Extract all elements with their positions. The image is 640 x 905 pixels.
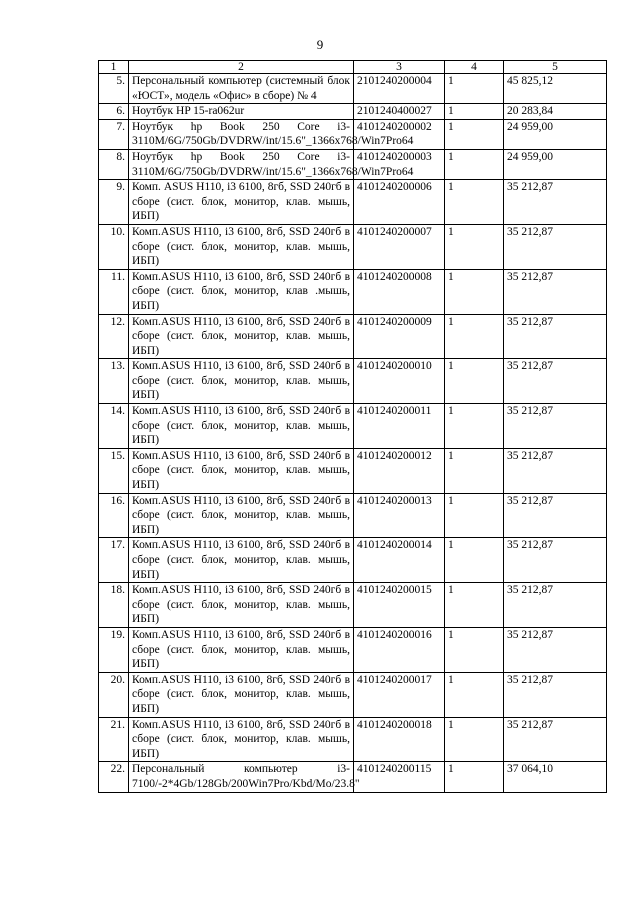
table-row (99, 404, 607, 449)
cost-cell: 35 212,87 (504, 627, 607, 672)
column-header: 4 (445, 61, 504, 74)
item-description-cell: Комп.ASUS H110, i3 6100, 8гб, SSD 240гб в сборе (сист. блок, монитор, клав. мышь, ИБП) (129, 493, 354, 538)
item-description-cell: Комп.ASUS H110, i3 6100, 8гб, SSD 240гб в сборе (сист. блок, монитор, клав. мышь, ИБП) (129, 359, 354, 404)
inventory-code-cell: 4101240200013 (354, 493, 445, 538)
row-number-cell: 5. (99, 74, 129, 104)
cost-cell: 37 064,10 (504, 762, 607, 792)
row-number-cell: 9. (99, 180, 129, 225)
cost-cell: 45 825,12 (504, 74, 607, 104)
cost-cell: 35 212,87 (504, 717, 607, 762)
table-row (99, 359, 607, 404)
row-number-cell: 16. (99, 493, 129, 538)
table-header-row (99, 61, 607, 74)
item-description-cell: Комп. ASUS H110, i3 6100, 8гб, SSD 240гб в сборе (сист. блок, монитор, клав. мышь, ИБП) (129, 180, 354, 225)
table-row (99, 762, 607, 792)
item-description-cell: Ноутбук hp Book 250 Core i3-3110M/6G/750Gb/DVDRW/int/15.6"_1366x768/Win7Pro64 (129, 149, 354, 179)
row-number-cell: 14. (99, 404, 129, 449)
cost-cell: 35 212,87 (504, 583, 607, 628)
quantity-cell: 1 (445, 762, 504, 792)
row-number-cell: 17. (99, 538, 129, 583)
cost-cell: 35 212,87 (504, 269, 607, 314)
quantity-cell: 1 (445, 104, 504, 120)
cost-cell: 20 283,84 (504, 104, 607, 120)
quantity-cell: 1 (445, 359, 504, 404)
item-description-cell: Ноутбук HP 15-ra062ur (129, 104, 354, 120)
quantity-cell: 1 (445, 493, 504, 538)
row-number-cell: 18. (99, 583, 129, 628)
inventory-code-cell: 4101240200010 (354, 359, 445, 404)
table-row (99, 448, 607, 493)
inventory-code-cell: 4101240200006 (354, 180, 445, 225)
item-description-cell: Комп.ASUS H110, i3 6100, 8гб, SSD 240гб в сборе (сист. блок, монитор, клав. мышь, ИБП) (129, 314, 354, 359)
quantity-cell: 1 (445, 538, 504, 583)
inventory-code-cell: 4101240200002 (354, 119, 445, 149)
inventory-code-cell: 4101240200115 (354, 762, 445, 792)
table-row (99, 269, 607, 314)
item-description-cell: Персональный компьютер (системный блок «ЮСТ», модель «Офис» в сборе) № 4 (129, 74, 354, 104)
row-number-cell: 10. (99, 224, 129, 269)
column-header: 5 (504, 61, 607, 74)
row-number-cell: 6. (99, 104, 129, 120)
item-description-cell: Комп.ASUS H110, i3 6100, 8гб, SSD 240гб в сборе (сист. блок, монитор, клав. мышь, ИБП) (129, 404, 354, 449)
cost-cell: 24 959,00 (504, 149, 607, 179)
quantity-cell: 1 (445, 583, 504, 628)
quantity-cell: 1 (445, 149, 504, 179)
inventory-code-cell: 4101240200014 (354, 538, 445, 583)
row-number-cell: 8. (99, 149, 129, 179)
table-row (99, 672, 607, 717)
inventory-code-cell: 4101240200012 (354, 448, 445, 493)
inventory-code-cell: 2101240200004 (354, 74, 445, 104)
table-row (99, 104, 607, 120)
row-number-cell: 20. (99, 672, 129, 717)
quantity-cell: 1 (445, 224, 504, 269)
item-description-cell: Комп.ASUS H110, i3 6100, 8гб, SSD 240гб в сборе (сист. блок, монитор, клав. мышь, ИБП) (129, 627, 354, 672)
quantity-cell: 1 (445, 404, 504, 449)
table-row (99, 627, 607, 672)
inventory-code-cell: 4101240200015 (354, 583, 445, 628)
table-row (99, 583, 607, 628)
quantity-cell: 1 (445, 269, 504, 314)
row-number-cell: 15. (99, 448, 129, 493)
table-row (99, 119, 607, 149)
cost-cell: 35 212,87 (504, 404, 607, 449)
item-description-cell: Ноутбук hp Book 250 Core i3-3110M/6G/750Gb/DVDRW/int/15.6"_1366x768/Win7Pro64 (129, 119, 354, 149)
page-number: 9 (316, 37, 324, 52)
inventory-code-cell: 4101240200007 (354, 224, 445, 269)
quantity-cell: 1 (445, 119, 504, 149)
cost-cell: 35 212,87 (504, 672, 607, 717)
cost-cell: 24 959,00 (504, 119, 607, 149)
row-number-cell: 7. (99, 119, 129, 149)
row-number-cell: 12. (99, 314, 129, 359)
cost-cell: 35 212,87 (504, 314, 607, 359)
quantity-cell: 1 (445, 672, 504, 717)
column-header: 2 (129, 61, 354, 74)
item-description-cell: Комп.ASUS H110, i3 6100, 8гб, SSD 240гб в сборе (сист. блок, монитор, клав. мышь, ИБП) (129, 538, 354, 583)
inventory-code-cell: 2101240400027 (354, 104, 445, 120)
cost-cell: 35 212,87 (504, 538, 607, 583)
quantity-cell: 1 (445, 180, 504, 225)
inventory-code-cell: 4101240200003 (354, 149, 445, 179)
inventory-code-cell: 4101240200016 (354, 627, 445, 672)
cost-cell: 35 212,87 (504, 180, 607, 225)
table-row (99, 493, 607, 538)
table-row (99, 314, 607, 359)
quantity-cell: 1 (445, 74, 504, 104)
table-row (99, 180, 607, 225)
cost-cell: 35 212,87 (504, 448, 607, 493)
item-description-cell: Персональный компьютер i3-7100/-2*4Gb/128Gb/200Win7Pro/Kbd/Mo/23.8" (129, 762, 354, 792)
cost-cell: 35 212,87 (504, 224, 607, 269)
item-description-cell: Комп.ASUS H110, i3 6100, 8гб, SSD 240гб в сборе (сист. блок, монитор, клав. мышь, ИБП) (129, 224, 354, 269)
column-header: 3 (354, 61, 445, 74)
quantity-cell: 1 (445, 448, 504, 493)
item-description-cell: Комп.ASUS H110, i3 6100, 8гб, SSD 240гб в сборе (сист. блок, монитор, клав. мышь, ИБП) (129, 448, 354, 493)
item-description-cell: Комп.ASUS H110, i3 6100, 8гб, SSD 240гб в сборе (сист. блок, монитор, клав. мышь, ИБП) (129, 717, 354, 762)
inventory-code-cell: 4101240200017 (354, 672, 445, 717)
inventory-table (98, 60, 607, 793)
row-number-cell: 21. (99, 717, 129, 762)
item-description-cell: Комп.ASUS H110, i3 6100, 8гб, SSD 240гб в сборе (сист. блок, монитор, клав. мышь, ИБП) (129, 672, 354, 717)
table-row (99, 149, 607, 179)
row-number-cell: 19. (99, 627, 129, 672)
cost-cell: 35 212,87 (504, 493, 607, 538)
inventory-code-cell: 4101240200009 (354, 314, 445, 359)
table-row (99, 74, 607, 104)
table-row (99, 538, 607, 583)
column-header: 1 (99, 61, 129, 74)
item-description-cell: Комп.ASUS H110, i3 6100, 8гб, SSD 240гб в сборе (сист. блок, монитор, клав. мышь, ИБП) (129, 583, 354, 628)
table-row (99, 224, 607, 269)
row-number-cell: 22. (99, 762, 129, 792)
inventory-code-cell: 4101240200018 (354, 717, 445, 762)
inventory-code-cell: 4101240200011 (354, 404, 445, 449)
row-number-cell: 13. (99, 359, 129, 404)
cost-cell: 35 212,87 (504, 359, 607, 404)
inventory-code-cell: 4101240200008 (354, 269, 445, 314)
quantity-cell: 1 (445, 717, 504, 762)
quantity-cell: 1 (445, 314, 504, 359)
item-description-cell: Комп.ASUS H110, i3 6100, 8гб, SSD 240гб в сборе (сист. блок, монитор, клав .мышь, ИБП) (129, 269, 354, 314)
table-row (99, 717, 607, 762)
row-number-cell: 11. (99, 269, 129, 314)
quantity-cell: 1 (445, 627, 504, 672)
